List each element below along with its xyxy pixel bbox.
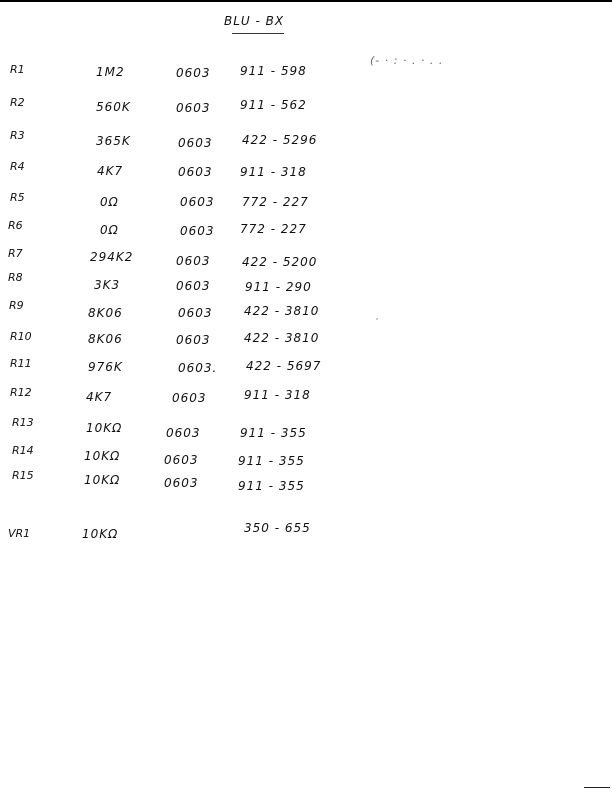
ref-designator: R11: [10, 357, 32, 370]
part-number: 911 - 318: [240, 165, 307, 179]
part-number: 422 - 3810: [244, 304, 320, 318]
package-code: 0603: [176, 101, 211, 115]
package-code: 0603: [180, 224, 215, 238]
package-code: 0603: [180, 195, 215, 209]
package-code: 0603: [176, 333, 211, 347]
component-value: 365K: [96, 134, 131, 148]
ref-designator: R1: [10, 63, 25, 76]
package-code: 0603: [176, 254, 211, 268]
package-code: 0603.: [178, 361, 218, 375]
ref-designator: R5: [10, 191, 25, 204]
component-value: 976K: [88, 360, 123, 374]
corner-scan-mark: [584, 787, 610, 788]
component-value: 560K: [96, 100, 131, 114]
part-number: 772 - 227: [240, 222, 307, 236]
package-code: 0603: [164, 476, 199, 490]
component-value: 0Ω: [100, 195, 119, 209]
ref-designator: R4: [10, 160, 25, 173]
part-number: 911 - 562: [240, 98, 307, 112]
part-number: 422 - 5697: [246, 359, 322, 373]
component-value: 4K7: [97, 164, 124, 178]
component-value: 294K2: [90, 250, 134, 264]
side-note: (- · : · . · . .: [370, 54, 444, 67]
package-code: 0603: [176, 66, 211, 80]
part-number: 911 - 355: [238, 479, 305, 493]
part-number: 911 - 355: [238, 454, 305, 468]
part-number: 772 - 227: [242, 195, 309, 209]
package-code: 0603: [164, 453, 199, 467]
ref-designator: R15: [12, 469, 34, 482]
component-value: 10KΩ: [82, 527, 119, 541]
package-code: 0603: [178, 306, 213, 320]
part-number: 422 - 3810: [244, 331, 320, 345]
page-top-rule: [0, 0, 612, 2]
component-value: 1M2: [96, 65, 125, 79]
ref-designator: R14: [12, 444, 34, 457]
component-value: 0Ω: [100, 223, 119, 237]
package-code: 0603: [178, 136, 213, 150]
page-title: BLU - BX: [224, 14, 285, 28]
part-number: 422 - 5296: [242, 133, 318, 147]
ref-designator: R13: [12, 416, 34, 429]
ref-designator: R9: [9, 299, 24, 312]
part-number: 422 - 5200: [242, 255, 318, 269]
ref-designator: R7: [8, 247, 23, 260]
part-number: 911 - 318: [244, 388, 311, 402]
ref-designator: VR1: [8, 527, 31, 540]
ref-designator: R3: [10, 129, 25, 142]
component-value: 10KΩ: [84, 449, 121, 463]
package-code: 0603: [176, 279, 211, 293]
component-value: 10KΩ: [86, 421, 123, 435]
package-code: 0603: [178, 165, 213, 179]
part-number: 911 - 290: [245, 280, 312, 294]
ref-designator: R8: [8, 271, 23, 284]
ref-designator: R2: [10, 96, 25, 109]
title-underline: [232, 33, 284, 34]
component-value: 4K7: [86, 390, 113, 404]
part-number: 350 - 655: [244, 521, 311, 535]
part-number: 911 - 598: [240, 64, 307, 78]
component-value: 10KΩ: [84, 473, 121, 487]
ref-designator: R10: [10, 330, 32, 343]
ref-designator: R6: [8, 219, 23, 232]
ref-designator: R12: [10, 386, 32, 399]
part-number: 911 - 355: [240, 426, 307, 440]
package-code: 0603: [166, 426, 201, 440]
package-code: 0603: [172, 391, 207, 405]
component-value: 3K3: [94, 278, 121, 292]
component-value: 8K06: [88, 306, 123, 320]
component-value: 8K06: [88, 332, 123, 346]
stray-mark: [376, 318, 378, 320]
